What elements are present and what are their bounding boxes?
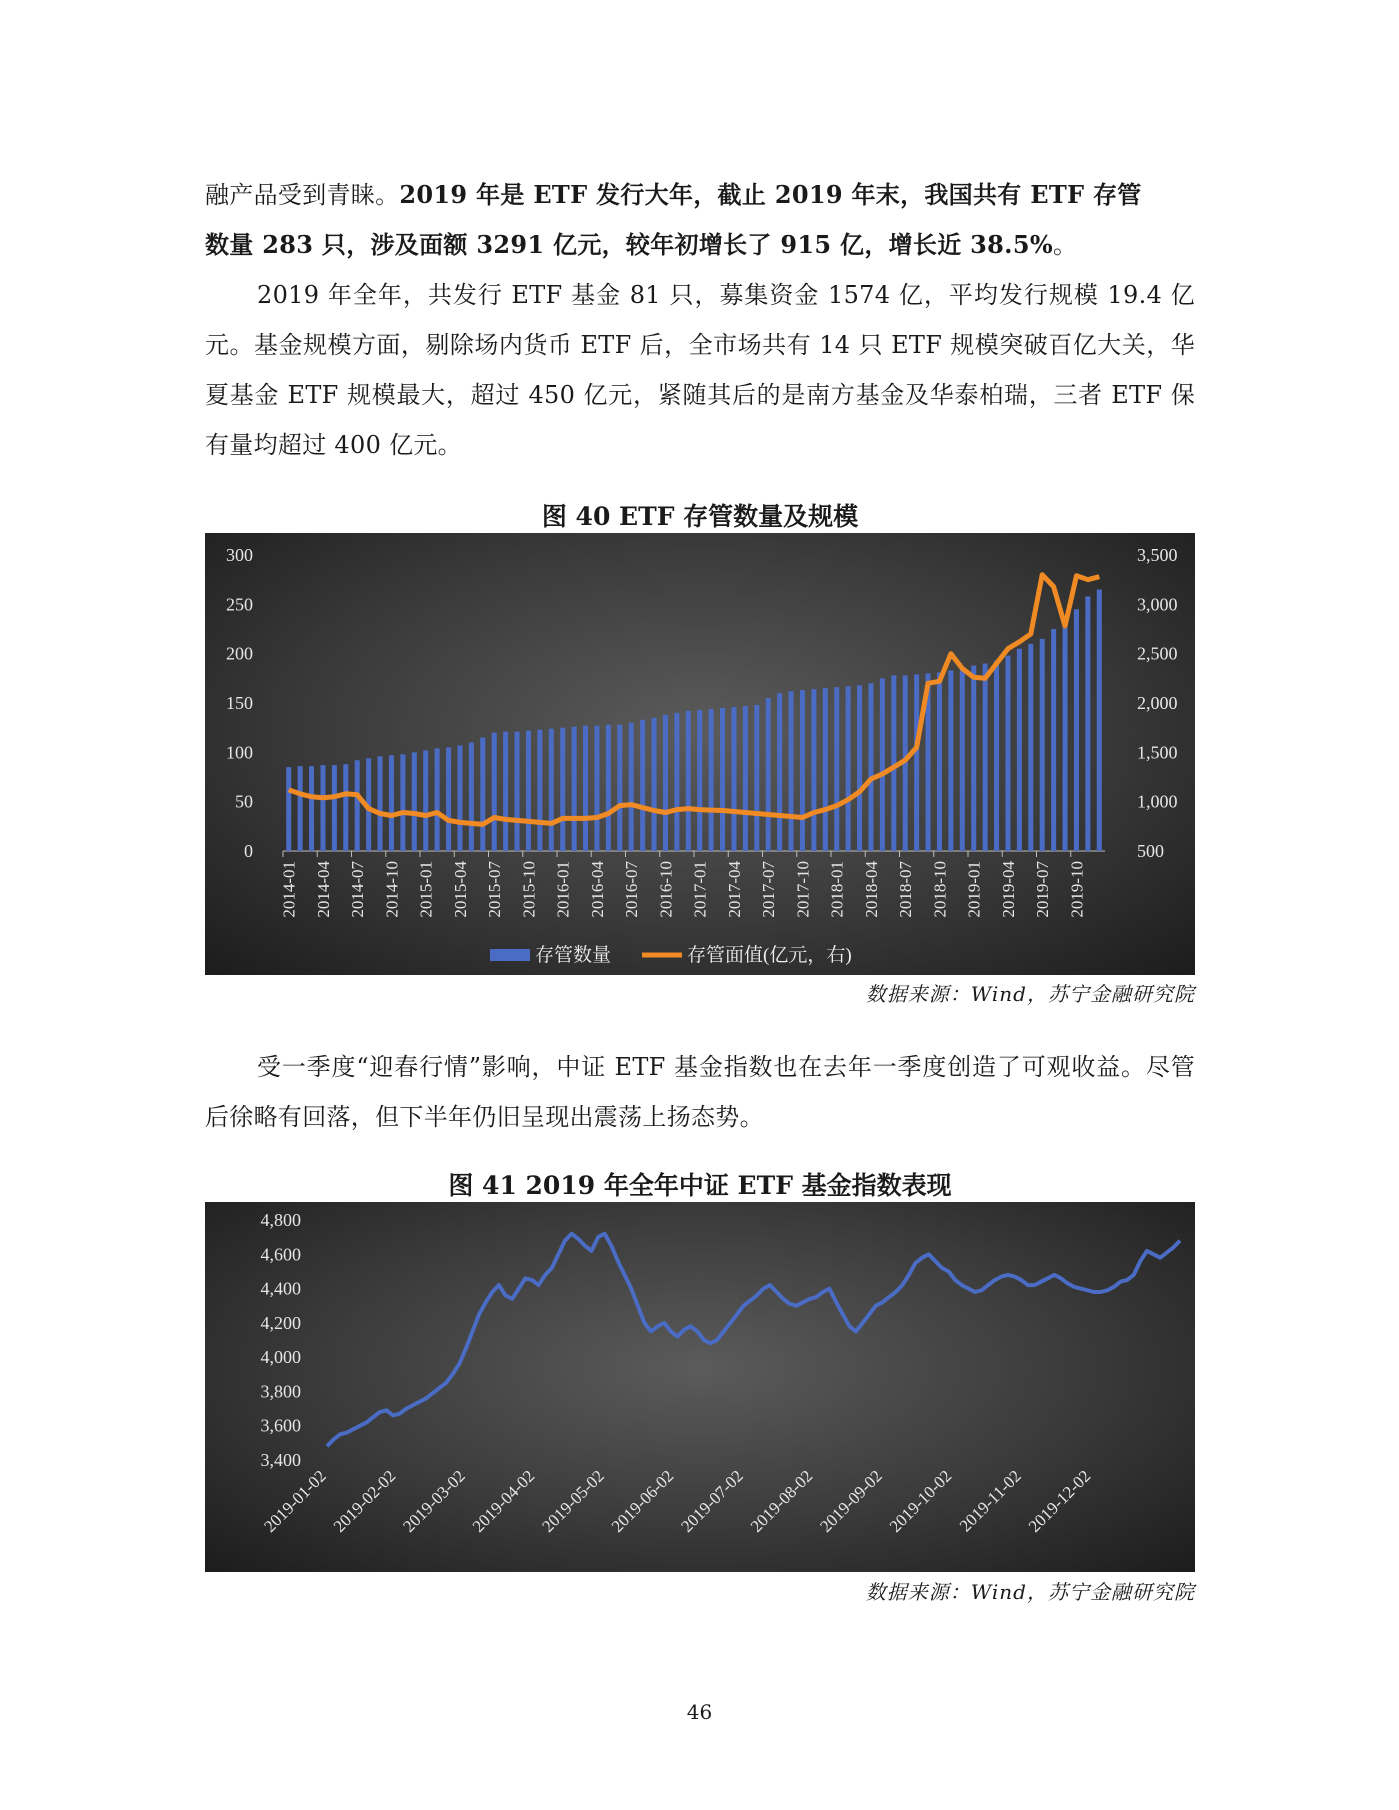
x-tick-label: 2015-04 — [450, 861, 470, 918]
x-tick-label: 2019-05-02 — [538, 1466, 608, 1536]
custody-count-bar — [286, 767, 291, 851]
left-y-tick-label: 150 — [226, 693, 253, 713]
custody-count-bar — [355, 760, 360, 851]
right-y-tick-label: 2,000 — [1137, 693, 1178, 713]
custody-count-bar — [971, 666, 976, 851]
custody-count-bar — [834, 687, 839, 851]
custody-count-bar — [868, 683, 873, 851]
x-tick-label: 2018-10 — [930, 861, 950, 918]
figure-40-source: 数据来源：Wind，苏宁金融研究院 — [865, 982, 1195, 1006]
x-tick-label: 2016-10 — [656, 861, 676, 918]
custody-count-bar — [343, 764, 348, 851]
left-y-tick-label: 250 — [226, 594, 253, 615]
right-y-tick-label: 3,000 — [1137, 594, 1178, 615]
custody-count-bar — [435, 748, 440, 851]
custody-count-bar — [948, 670, 953, 851]
custody-count-bar — [560, 728, 565, 851]
custody-count-bar — [720, 708, 725, 851]
paragraph-text: 。 — [1052, 231, 1078, 259]
custody-count-bar — [880, 678, 885, 851]
custody-count-bar — [1063, 619, 1068, 851]
custody-count-bar — [1097, 590, 1102, 851]
y-tick-label: 4,800 — [260, 1210, 301, 1230]
right-y-tick-label: 500 — [1137, 841, 1164, 861]
custody-count-bar — [446, 747, 451, 851]
custody-count-bar — [1017, 649, 1022, 851]
custody-count-bar — [492, 733, 497, 851]
x-tick-label: 2019-03-02 — [399, 1466, 469, 1536]
custody-count-bar — [674, 713, 679, 851]
custody-count-bar — [983, 664, 988, 851]
bold-text: 2019 年是 ETF 发行大年，截止 2019 年末，我国共有 ETF 存管 — [399, 180, 1142, 209]
x-tick-label: 2019-01 — [964, 861, 984, 918]
custody-count-bar — [537, 730, 542, 851]
custody-count-bar — [937, 672, 942, 851]
custody-count-bar — [709, 709, 714, 851]
custody-count-bar — [526, 731, 531, 851]
legend-label-bars: 存管数量 — [535, 945, 612, 966]
custody-count-bar — [549, 729, 554, 851]
y-tick-label: 3,600 — [260, 1415, 301, 1436]
x-tick-label: 2019-04-02 — [468, 1466, 539, 1536]
x-tick-label: 2019-07 — [1033, 861, 1053, 918]
x-tick-label: 2014-01 — [279, 861, 299, 918]
custody-count-bar — [743, 706, 748, 851]
custody-count-bar — [629, 723, 634, 851]
custody-count-bar — [1085, 596, 1090, 851]
x-tick-label: 2019-06-02 — [607, 1466, 678, 1536]
right-y-tick-label: 2,500 — [1137, 643, 1178, 664]
paragraph-text: 融产品受到青睐。 — [205, 181, 400, 209]
custody-count-bar — [1028, 644, 1033, 851]
custody-count-bar — [423, 750, 428, 851]
x-tick-label: 2015-07 — [485, 861, 505, 918]
x-tick-label: 2019-07-02 — [677, 1466, 747, 1536]
x-tick-label: 2019-09-02 — [816, 1466, 886, 1536]
custody-count-bar — [640, 720, 645, 851]
custody-count-bar — [1074, 609, 1079, 851]
custody-count-bar — [823, 688, 828, 851]
y-tick-label: 4,200 — [260, 1312, 301, 1333]
paragraph-etf-summary — [205, 170, 1195, 270]
paragraph-etf-issuance: 2019 年全年，共发行 ETF 基金 81 只，募集资金 1574 亿，平均发行规模 19.4 亿元。基金规模方面，剔除场内货币 ETF 后，全市场共有 14 只 ETF 规模突破百亿大关，华夏基金 ETF 规模最大，超过 450 亿元，紧随其后的是南方基金及华泰柏瑞，三者 ETF 保有量均超过 400 亿元。 — [205, 281, 1195, 459]
x-tick-label: 2017-10 — [793, 861, 813, 918]
custody-count-bar — [320, 765, 325, 851]
y-tick-label: 3,800 — [260, 1381, 301, 1402]
legend-swatch-bars — [490, 949, 530, 961]
index-line — [327, 1234, 1180, 1447]
y-tick-label: 3,400 — [260, 1450, 301, 1470]
x-tick-label: 2019-10 — [1067, 861, 1087, 918]
figure-41-title: 图 41 2019 年全年中证 ETF 基金指数表现 — [448, 1171, 952, 1200]
right-y-tick-label: 1,500 — [1137, 742, 1178, 763]
left-y-tick-label: 50 — [235, 791, 253, 812]
custody-count-bar — [389, 755, 394, 851]
custody-count-bar — [572, 727, 577, 851]
x-tick-label: 2017-01 — [690, 861, 710, 918]
y-tick-label: 4,600 — [260, 1244, 301, 1265]
x-tick-label: 2019-12-02 — [1024, 1466, 1095, 1536]
figure-41-source: 数据来源：Wind，苏宁金融研究院 — [865, 1580, 1195, 1604]
custody-count-bar — [914, 674, 919, 851]
custody-count-bar — [686, 711, 691, 851]
custody-count-bar — [617, 725, 622, 851]
x-tick-label: 2014-10 — [382, 861, 402, 918]
custody-count-bar — [811, 689, 816, 851]
custody-count-bar — [652, 718, 657, 851]
left-y-tick-label: 100 — [226, 742, 253, 763]
custody-count-bar — [777, 693, 782, 851]
custody-count-bar — [857, 685, 862, 851]
x-tick-label: 2014-07 — [348, 861, 368, 918]
custody-count-bar — [298, 766, 303, 851]
x-tick-label: 2018-07 — [896, 861, 916, 918]
bold-text: 数量 283 只，涉及面额 3291 亿元，较年初增长了 915 亿，增长近 38.5% — [205, 230, 1053, 259]
custody-count-bar — [1051, 629, 1056, 851]
figure-41-chart — [205, 1202, 1195, 1572]
x-tick-label: 2016-04 — [587, 861, 607, 918]
legend-label-line: 存管面值(亿元，右) — [687, 945, 852, 966]
left-y-tick-label: 0 — [244, 841, 253, 861]
x-tick-label: 2016-01 — [553, 861, 573, 918]
custody-count-bar — [480, 738, 485, 851]
x-tick-label: 2019-10-02 — [885, 1466, 956, 1536]
custody-count-bar — [309, 766, 314, 851]
paragraph-index-performance: 受一季度“迎春行情”影响，中证 ETF 基金指数也在去年一季度创造了可观收益。尽管后徐略有回落，但下半年仍旧呈现出震荡上扬态势。 — [205, 1053, 1195, 1131]
figure-40-title: 图 40 ETF 存管数量及规模 — [541, 502, 859, 531]
etf-custody-chart — [205, 533, 1195, 975]
custody-count-bar — [606, 725, 611, 851]
y-tick-label: 4,000 — [260, 1347, 301, 1368]
x-tick-label: 2015-10 — [519, 861, 539, 918]
custody-count-bar — [469, 742, 474, 851]
x-tick-label: 2019-04 — [998, 861, 1018, 918]
page-number: 46 — [686, 1700, 713, 1724]
custody-count-bar — [594, 726, 599, 851]
custody-count-bar — [754, 705, 759, 851]
left-y-tick-label: 200 — [226, 643, 253, 664]
custody-count-bar — [846, 686, 851, 851]
right-y-tick-label: 1,000 — [1137, 791, 1178, 812]
custody-count-bar — [400, 754, 405, 851]
x-tick-label: 2019-08-02 — [746, 1466, 817, 1536]
custody-count-bar — [457, 745, 462, 851]
custody-count-bar — [412, 752, 417, 851]
custody-count-bar — [731, 707, 736, 851]
right-y-tick-label: 3,500 — [1137, 545, 1178, 565]
custody-count-bar — [515, 732, 520, 851]
custody-count-bar — [994, 661, 999, 851]
custody-value-line — [289, 575, 1100, 825]
x-tick-label: 2014-04 — [313, 861, 333, 918]
custody-count-bar — [766, 698, 771, 851]
x-tick-label: 2016-07 — [622, 861, 642, 918]
x-tick-label: 2017-07 — [759, 861, 779, 918]
x-tick-label: 2018-01 — [827, 861, 847, 918]
x-tick-label: 2015-01 — [416, 861, 436, 918]
x-tick-label: 2019-02-02 — [329, 1466, 400, 1536]
left-y-tick-label: 300 — [226, 545, 253, 565]
custody-count-bar — [503, 732, 508, 851]
custody-count-bar — [663, 715, 668, 851]
custody-count-bar — [1040, 639, 1045, 851]
custody-count-bar — [800, 690, 805, 851]
x-tick-label: 2019-11-02 — [955, 1466, 1025, 1536]
x-tick-label: 2017-04 — [724, 861, 744, 918]
custody-count-bar — [332, 765, 337, 851]
custody-count-bar — [378, 756, 383, 851]
y-tick-label: 4,400 — [260, 1278, 301, 1299]
figure-40-chart — [205, 533, 1195, 975]
custody-count-bar — [697, 710, 702, 851]
custody-count-bar — [1005, 656, 1010, 851]
custody-count-bar — [960, 668, 965, 851]
custody-count-bar — [789, 691, 794, 851]
x-tick-label: 2019-01-02 — [260, 1466, 330, 1536]
x-tick-label: 2018-04 — [861, 861, 881, 918]
etf-index-chart — [205, 1202, 1195, 1572]
custody-count-bar — [583, 726, 588, 851]
